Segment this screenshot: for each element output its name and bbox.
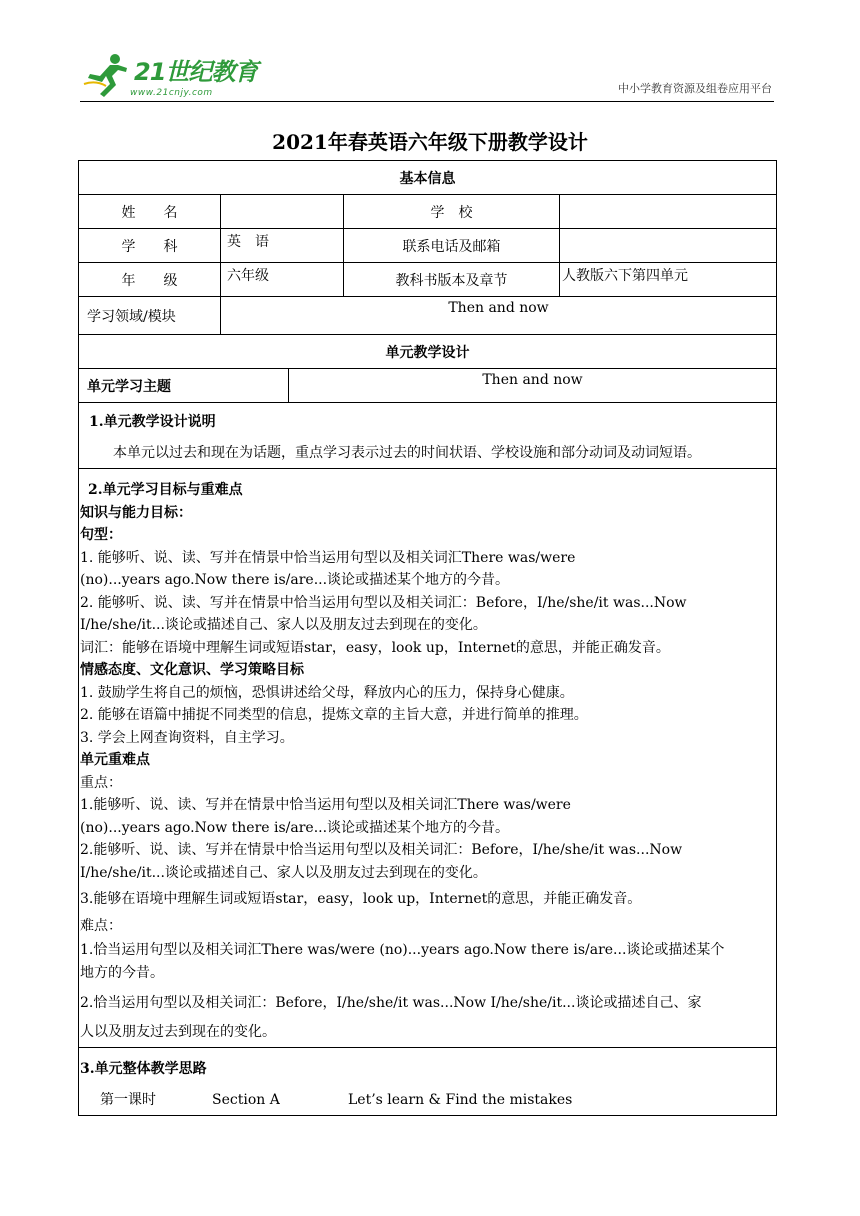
s2-line: 1.能够听、说、读、写并在情景中恰当运用句型以及相关词汇There was/were bbox=[80, 797, 571, 813]
s2-line: 知识与能力目标： bbox=[80, 504, 192, 521]
contact-value bbox=[560, 229, 777, 263]
s2-line: 3.能够在语境中理解生词或短语star，easy，look up，Internet的意思，并能正确发音。 bbox=[80, 891, 642, 907]
logo-url: www.21cnjy.com bbox=[130, 88, 213, 98]
s2-line: 地方的今昔。 bbox=[80, 964, 164, 981]
s2-line: (no)...years ago.Now there is/are...谈论或描述某个地方的今昔。 bbox=[80, 819, 510, 836]
section-2-heading: 2.单元学习目标与重难点 bbox=[88, 482, 243, 498]
textbook-label: 教科书版本及章节 bbox=[344, 263, 560, 297]
s2-line: 重点： bbox=[80, 774, 122, 791]
s2-line: I/he/she/it...谈论或描述自己、家人以及朋友过去到现在的变化。 bbox=[80, 864, 487, 881]
page-header bbox=[0, 0, 860, 110]
s2-line: 2.能够听、说、读、写并在情景中恰当运用句型以及相关词汇：Before，I/he/she/it was...Now bbox=[80, 842, 683, 858]
section-1-heading: 1.单元教学设计说明 bbox=[89, 414, 216, 430]
domain-value: Then and now bbox=[221, 297, 777, 335]
s2-line: 2. 能够听、说、读、写并在情景中恰当运用句型以及相关词汇：Before，I/he/she/it was...Now bbox=[80, 594, 687, 611]
contact-label: 联系电话及邮箱 bbox=[344, 229, 560, 263]
s2-line: 1. 能够听、说、读、写并在情景中恰当运用句型以及相关词汇There was/were bbox=[80, 549, 576, 566]
theme-value: Then and now bbox=[289, 369, 777, 403]
s2-line: 1. 鼓励学生将自己的烦恼，恐惧讲述给父母，释放内心的压力，保持身心健康。 bbox=[80, 684, 574, 701]
lesson-content: Let’s learn & Find the mistakes bbox=[348, 1091, 573, 1108]
s2-line: 3. 学会上网查询资料，自主学习。 bbox=[80, 729, 294, 746]
school-value bbox=[560, 195, 777, 229]
section-1-cell bbox=[79, 403, 777, 469]
runner-icon bbox=[82, 52, 130, 98]
s2-line: 难点： bbox=[80, 917, 122, 934]
name-value bbox=[221, 195, 344, 229]
s2-line: 单元重难点 bbox=[80, 752, 150, 768]
theme-label: 单元学习主题 bbox=[79, 369, 289, 403]
s2-line: 句型： bbox=[80, 527, 122, 543]
lesson-plan-table bbox=[78, 160, 777, 1116]
lesson-section: Section A bbox=[212, 1091, 280, 1108]
name-label: 姓 名 bbox=[79, 195, 221, 229]
lesson-row bbox=[80, 1089, 774, 1112]
domain-label: 学习领域/模块 bbox=[79, 297, 221, 335]
logo-text: 21世纪教育 bbox=[134, 58, 258, 86]
s2-line: I/he/she/it...谈论或描述自己、家人以及朋友过去到现在的变化。 bbox=[80, 617, 487, 633]
s2-line: 1.恰当运用句型以及相关词汇There was/were (no)...years ago.Now there is/are...谈论或描述某个 bbox=[80, 942, 725, 958]
s2-line: (no)...years ago.Now there is/are...谈论或描述某个地方的今昔。 bbox=[80, 572, 510, 588]
logo bbox=[82, 52, 262, 104]
grade-label: 年 级 bbox=[79, 263, 221, 297]
s2-line: 词汇：能够在语境中理解生词或短语star，easy，look up，Internet的意思，并能正确发音。 bbox=[80, 639, 670, 656]
unit-design-heading: 单元教学设计 bbox=[79, 335, 777, 369]
document-title: 2021年春英语六年级下册教学设计 bbox=[272, 130, 588, 154]
s2-line: 2.恰当运用句型以及相关词汇：Before，I/he/she/it was...Now I/he/she/it...谈论或描述自己、家 bbox=[80, 995, 702, 1011]
s2-line: 情感态度、文化意识、学习策略目标 bbox=[80, 662, 304, 678]
platform-label: 中小学教育资源及组卷应用平台 bbox=[618, 82, 772, 95]
section-2-cell bbox=[79, 469, 777, 1048]
section-3-heading: 3.单元整体教学思路 bbox=[80, 1061, 207, 1077]
section-1-text: 本单元以过去和现在为话题，重点学习表示过去的时间状语、学校设施和部分动词及动词短语。 bbox=[113, 444, 701, 461]
subject-value: 英 语 bbox=[221, 229, 344, 263]
s2-line: 人以及朋友过去到现在的变化。 bbox=[80, 1023, 276, 1040]
header-divider bbox=[80, 101, 774, 102]
lesson-number: 第一课时 bbox=[100, 1091, 156, 1108]
textbook-value: 人教版六下第四单元 bbox=[560, 263, 777, 297]
school-label: 学 校 bbox=[344, 195, 560, 229]
subject-label: 学 科 bbox=[79, 229, 221, 263]
grade-value: 六年级 bbox=[221, 263, 344, 297]
s2-line: 2. 能够在语篇中捕捉不同类型的信息，提炼文章的主旨大意，并进行简单的推理。 bbox=[80, 707, 588, 723]
section-3-cell bbox=[79, 1048, 777, 1116]
basic-info-heading: 基本信息 bbox=[79, 161, 777, 195]
